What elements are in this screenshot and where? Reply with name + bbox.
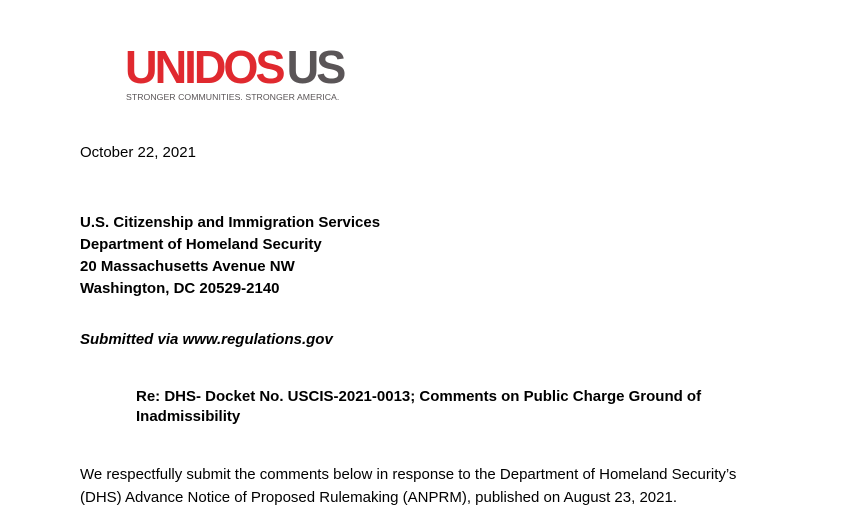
logo-word-red: UNIDOS xyxy=(125,41,283,93)
unidosus-logo xyxy=(125,41,365,104)
submitted-via-line: Submitted via www.regulations.gov xyxy=(80,331,333,348)
recipient-line: Department of Homeland Security xyxy=(80,236,322,253)
body-line: (DHS) Advance Notice of Proposed Rulemaking (ANPRM), published on August 23, 2021. xyxy=(80,489,677,506)
recipient-line: U.S. Citizenship and Immigration Services xyxy=(80,214,381,231)
recipient-line: 20 Massachusetts Avenue NW xyxy=(80,258,295,275)
logo-wordmark xyxy=(125,41,344,93)
body-paragraph xyxy=(80,463,736,509)
logo-tagline: STRONGER COMMUNITIES. STRONGER AMERICA. xyxy=(126,92,340,102)
recipient-line: Washington, DC 20529-2140 xyxy=(80,280,280,297)
letter-date: October 22, 2021 xyxy=(80,144,196,161)
body-line: We respectfully submit the comments below in response to the Department of Homeland Security’s xyxy=(80,466,737,483)
re-subject-line: Re: DHS- Docket No. USCIS-2021-0013; Comments on Public Charge Ground of xyxy=(136,388,702,405)
recipient-address xyxy=(80,212,380,300)
logo-word-grey: US xyxy=(286,41,344,93)
re-subject xyxy=(136,387,701,427)
re-subject-line: Inadmissibility xyxy=(136,408,241,425)
